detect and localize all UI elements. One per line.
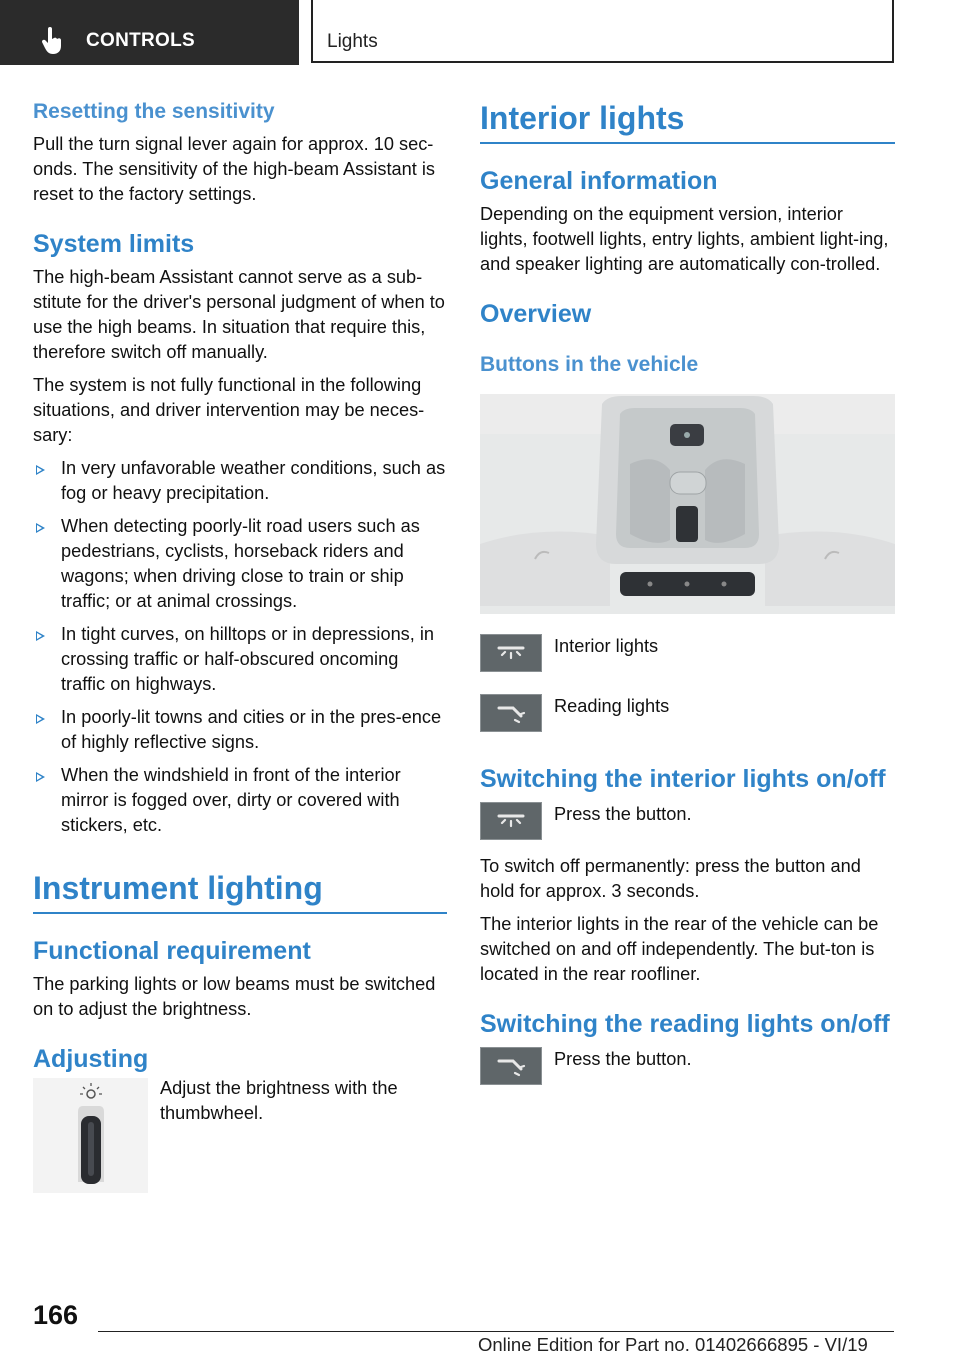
adjusting-row [33,1078,447,1193]
switch-reading-row [480,1047,895,1085]
legend-interior [480,634,895,672]
list-item: In poorly-lit towns and cities or in the pres‐ence of highly reflective signs. [33,705,447,755]
list-item: In very unfavorable weather conditions, such as fog or heavy precipitation. [33,456,447,506]
interior-lights-label: Interior lights [554,636,659,656]
reading-light-icon [480,1047,542,1085]
roof-console-illustration [480,394,895,614]
adjusting-heading: Adjusting [33,1045,149,1073]
system-limits-text-1: The high-beam Assistant cannot serve as a sub‐stitute for the driver's personal judgment of when to use the high beams. In situation that require this, therefore switch off manually. [33,267,445,362]
interior-light-icon [480,802,542,840]
instrument-heading-block [33,868,447,914]
reading-lights-label: Reading lights [554,696,670,716]
rear-lights-text: The interior lights in the rear of the vehicle can be switched on and off independently. The but‐ton is located in the rear roofliner. [480,914,879,984]
switching-interior-heading: Switching the interior lights on/off [480,765,886,793]
buttons-in-vehicle-heading: Buttons in the vehicle [480,353,699,376]
switch-interior-row [480,802,895,840]
functional-requirement-heading: Functional requirement [33,937,311,965]
switch-reading-text: Press the button. [554,1049,692,1069]
system-limits-text-2: The system is not fully functional in the following situations, and driver intervention may be neces‐sary: [33,375,425,445]
switching-reading-heading: Switching the reading lights on/off [480,1010,890,1038]
section-title: CONTROLS [86,30,196,51]
system-limits-heading: System limits [33,230,195,258]
roof-console-image [480,394,895,614]
triangle-bullet-icon [36,772,45,782]
reading-light-icon [480,694,542,732]
resetting-heading: Resetting the sensitivity [33,100,275,123]
hand-pointer-icon [40,27,64,55]
edition-text: Online Edition for Part no. 01402666895 - VI/19 [478,1334,868,1355]
resetting-text: Pull the turn signal lever again for approx. 10 sec‐onds. The sensitivity of the high-beam Assistant is reset to the factory settings. [33,134,436,204]
thumbwheel-icon [33,1078,148,1193]
legend-reading [480,694,895,732]
instrument-lighting-heading: Instrument lighting [33,870,323,906]
interior-light-icon [480,634,542,672]
list-item: When the windshield in front of the interior mirror is fogged over, dirty or covered with stickers, etc. [33,763,447,838]
functional-requirement-text: The parking lights or low beams must be switched on to adjust the brightness. [33,974,436,1019]
triangle-bullet-icon [36,465,45,475]
list-item: When detecting poorly-lit road users such as pedestrians, cyclists, horseback riders and wagons; when driving close to train or ship traffic; or at animal crossings. [33,514,447,614]
chapter-title: Lights [327,31,378,52]
limits-list [33,456,447,838]
list-item: In tight curves, on hilltops or in depressions, in crossing traffic or half-obscured oncoming traffic on highways. [33,622,447,697]
general-information-text: Depending on the equipment version, interior lights, footwell lights, entry lights, ambient light‐ing, and speaker lighting are automatically con‐trolled. [480,204,889,274]
triangle-bullet-icon [36,631,45,641]
page-number: 166 [33,1300,79,1330]
triangle-bullet-icon [36,714,45,724]
adjusting-text: Adjust the brightness with the thumbwheel. [160,1078,398,1123]
right-column [480,98,895,1085]
left-column [33,98,447,1193]
section-tab [0,0,299,65]
switch-off-text: To switch off permanently: press the button and hold for approx. 3 seconds. [480,856,861,901]
triangle-bullet-icon [36,523,45,533]
thumbwheel-image [33,1078,148,1193]
overview-heading: Overview [480,300,592,328]
switch-interior-text: Press the button. [554,804,692,824]
interior-lights-heading: Interior lights [480,100,685,136]
chapter-tab [311,0,894,63]
footer-divider [98,1331,894,1332]
general-information-heading: General information [480,167,718,195]
interior-heading-block [480,98,895,144]
